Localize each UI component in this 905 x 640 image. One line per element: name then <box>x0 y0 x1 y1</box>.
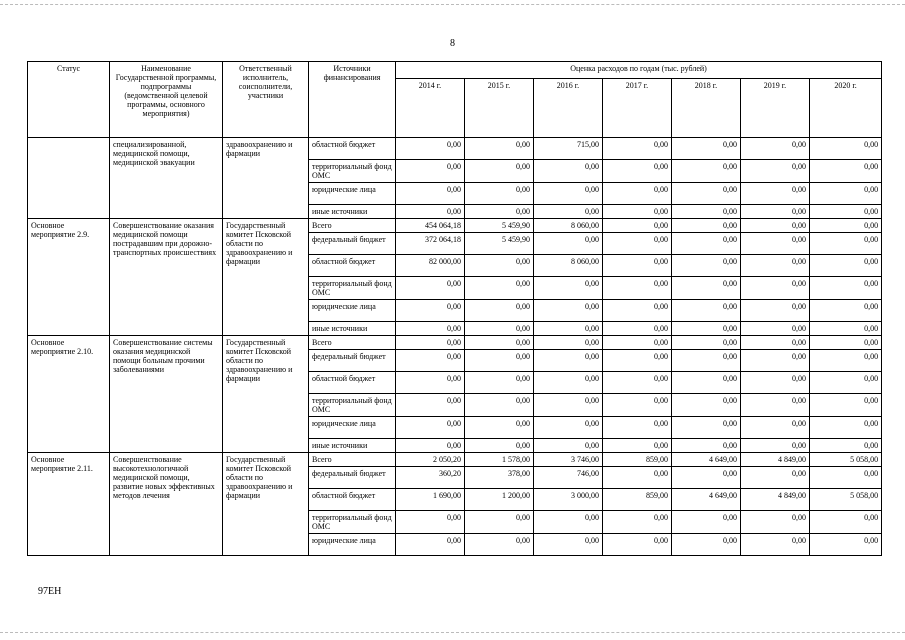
amount-cell: 0,00 <box>465 394 534 417</box>
funding-source-cell: территориальный фонд ОМС <box>309 160 396 183</box>
amount-cell: 0,00 <box>603 160 672 183</box>
amount-cell: 0,00 <box>672 372 741 394</box>
amount-cell: 360,20 <box>396 467 465 489</box>
table-header <box>28 62 882 138</box>
amount-cell: 0,00 <box>672 350 741 372</box>
amount-cell: 0,00 <box>534 511 603 534</box>
amount-cell: 0,00 <box>672 160 741 183</box>
responsible-cell: Государственный комитет Псковской области по здравоохранению и фармации <box>223 453 309 556</box>
funding-source-cell: территориальный фонд ОМС <box>309 394 396 417</box>
amount-cell: 0,00 <box>810 394 882 417</box>
program-name-cell: специализированной, медицинской помощи, медицинской эвакуации <box>110 138 223 219</box>
amount-cell: 0,00 <box>810 439 882 453</box>
page-number: 8 <box>450 38 455 49</box>
amount-cell: 0,00 <box>465 183 534 205</box>
amount-cell: 0,00 <box>810 138 882 160</box>
funding-source-cell: Всего <box>309 336 396 350</box>
header-estimate: Оценка расходов по годам (тыс. рублей) <box>396 62 882 79</box>
amount-cell: 0,00 <box>396 372 465 394</box>
top-scan-edge <box>0 4 905 5</box>
amount-cell: 0,00 <box>672 417 741 439</box>
amount-cell: 0,00 <box>810 255 882 277</box>
amount-cell: 4 649,00 <box>672 489 741 511</box>
amount-cell: 0,00 <box>534 205 603 219</box>
amount-cell: 0,00 <box>672 138 741 160</box>
amount-cell: 0,00 <box>810 511 882 534</box>
amount-cell: 0,00 <box>534 534 603 556</box>
status-cell: Основное мероприятие 2.9. <box>28 219 110 336</box>
amount-cell: 5 058,00 <box>810 489 882 511</box>
amount-cell: 0,00 <box>810 350 882 372</box>
amount-cell: 0,00 <box>396 336 465 350</box>
amount-cell: 0,00 <box>741 534 810 556</box>
amount-cell: 0,00 <box>741 511 810 534</box>
funding-source-cell: федеральный бюджет <box>309 350 396 372</box>
amount-cell: 0,00 <box>741 439 810 453</box>
amount-cell: 0,00 <box>396 160 465 183</box>
amount-cell: 0,00 <box>396 439 465 453</box>
bottom-scan-edge <box>0 632 905 633</box>
amount-cell: 0,00 <box>672 205 741 219</box>
amount-cell: 0,00 <box>672 322 741 336</box>
table-body <box>28 138 882 556</box>
funding-source-cell: иные источники <box>309 439 396 453</box>
amount-cell: 0,00 <box>534 372 603 394</box>
amount-cell: 3 000,00 <box>534 489 603 511</box>
amount-cell: 0,00 <box>465 534 534 556</box>
program-name-cell: Совершенствование системы оказания медицинской помощи больным прочими заболеваниями <box>110 336 223 453</box>
amount-cell: 1 578,00 <box>465 453 534 467</box>
amount-cell: 0,00 <box>603 511 672 534</box>
amount-cell: 0,00 <box>603 350 672 372</box>
amount-cell: 0,00 <box>396 394 465 417</box>
amount-cell: 0,00 <box>810 322 882 336</box>
funding-source-cell: федеральный бюджет <box>309 467 396 489</box>
amount-cell: 0,00 <box>396 350 465 372</box>
amount-cell: 0,00 <box>672 183 741 205</box>
amount-cell: 0,00 <box>810 277 882 300</box>
amount-cell: 0,00 <box>603 183 672 205</box>
amount-cell: 0,00 <box>465 511 534 534</box>
responsible-cell: здравоохранению и фармации <box>223 138 309 219</box>
status-cell <box>28 138 110 219</box>
amount-cell: 0,00 <box>810 372 882 394</box>
amount-cell: 0,00 <box>672 336 741 350</box>
table-row <box>28 219 882 233</box>
amount-cell: 82 000,00 <box>396 255 465 277</box>
amount-cell: 4 849,00 <box>741 489 810 511</box>
funding-source-cell: территориальный фонд ОМС <box>309 511 396 534</box>
amount-cell: 0,00 <box>672 219 741 233</box>
amount-cell: 0,00 <box>741 233 810 255</box>
amount-cell: 0,00 <box>672 255 741 277</box>
amount-cell: 0,00 <box>396 511 465 534</box>
footer-code: 97ЕН <box>38 586 62 597</box>
amount-cell: 0,00 <box>396 205 465 219</box>
amount-cell: 0,00 <box>534 350 603 372</box>
amount-cell: 0,00 <box>465 138 534 160</box>
amount-cell: 0,00 <box>810 467 882 489</box>
amount-cell: 0,00 <box>810 183 882 205</box>
amount-cell: 0,00 <box>534 277 603 300</box>
amount-cell: 0,00 <box>741 205 810 219</box>
funding-source-cell: областной бюджет <box>309 489 396 511</box>
amount-cell: 0,00 <box>396 300 465 322</box>
amount-cell: 0,00 <box>534 183 603 205</box>
amount-cell: 0,00 <box>672 534 741 556</box>
amount-cell: 372 064,18 <box>396 233 465 255</box>
amount-cell: 0,00 <box>741 394 810 417</box>
amount-cell: 859,00 <box>603 489 672 511</box>
amount-cell: 5 058,00 <box>810 453 882 467</box>
amount-cell: 0,00 <box>534 336 603 350</box>
responsible-cell: Государственный комитет Псковской области по здравоохранению и фармации <box>223 336 309 453</box>
amount-cell: 0,00 <box>465 417 534 439</box>
amount-cell: 0,00 <box>672 467 741 489</box>
amount-cell: 454 064,18 <box>396 219 465 233</box>
funding-source-cell: федеральный бюджет <box>309 233 396 255</box>
amount-cell: 0,00 <box>741 322 810 336</box>
amount-cell: 8 060,00 <box>534 219 603 233</box>
amount-cell: 0,00 <box>741 336 810 350</box>
header-year: 2020 г. <box>810 79 882 138</box>
amount-cell: 0,00 <box>603 205 672 219</box>
funding-source-cell: юридические лица <box>309 183 396 205</box>
amount-cell: 0,00 <box>396 322 465 336</box>
funding-source-cell: областной бюджет <box>309 255 396 277</box>
funding-source-cell: территориальный фонд ОМС <box>309 277 396 300</box>
amount-cell: 0,00 <box>396 183 465 205</box>
status-cell: Основное мероприятие 2.11. <box>28 453 110 556</box>
amount-cell: 0,00 <box>741 138 810 160</box>
status-cell: Основное мероприятие 2.10. <box>28 336 110 453</box>
amount-cell: 0,00 <box>810 160 882 183</box>
amount-cell: 0,00 <box>396 534 465 556</box>
amount-cell: 0,00 <box>672 511 741 534</box>
amount-cell: 859,00 <box>603 453 672 467</box>
amount-cell: 0,00 <box>741 255 810 277</box>
header-year: 2014 г. <box>396 79 465 138</box>
amount-cell: 0,00 <box>534 417 603 439</box>
amount-cell: 0,00 <box>741 417 810 439</box>
amount-cell: 5 459,90 <box>465 219 534 233</box>
amount-cell: 0,00 <box>741 160 810 183</box>
amount-cell: 0,00 <box>534 233 603 255</box>
amount-cell: 0,00 <box>810 336 882 350</box>
amount-cell: 0,00 <box>396 277 465 300</box>
amount-cell: 0,00 <box>603 394 672 417</box>
funding-source-cell: юридические лица <box>309 534 396 556</box>
amount-cell: 0,00 <box>465 300 534 322</box>
amount-cell: 0,00 <box>603 534 672 556</box>
amount-cell: 0,00 <box>741 467 810 489</box>
amount-cell: 0,00 <box>465 160 534 183</box>
funding-source-cell: иные источники <box>309 205 396 219</box>
amount-cell: 0,00 <box>603 300 672 322</box>
amount-cell: 0,00 <box>534 322 603 336</box>
amount-cell: 0,00 <box>672 233 741 255</box>
amount-cell: 0,00 <box>741 372 810 394</box>
funding-source-cell: юридические лица <box>309 300 396 322</box>
amount-cell: 4 649,00 <box>672 453 741 467</box>
funding-source-cell: областной бюджет <box>309 138 396 160</box>
table-row <box>28 336 882 350</box>
amount-cell: 0,00 <box>603 467 672 489</box>
budget-table <box>27 61 882 556</box>
amount-cell: 715,00 <box>534 138 603 160</box>
amount-cell: 0,00 <box>603 417 672 439</box>
table-row <box>28 138 882 160</box>
funding-source-cell: областной бюджет <box>309 372 396 394</box>
amount-cell: 0,00 <box>810 205 882 219</box>
amount-cell: 0,00 <box>672 439 741 453</box>
amount-cell: 0,00 <box>465 439 534 453</box>
responsible-cell: Государственный комитет Псковской области по здравоохранению и фармации <box>223 219 309 336</box>
amount-cell: 0,00 <box>672 277 741 300</box>
header-year: 2017 г. <box>603 79 672 138</box>
amount-cell: 0,00 <box>534 300 603 322</box>
table-row <box>28 453 882 467</box>
amount-cell: 0,00 <box>741 219 810 233</box>
amount-cell: 0,00 <box>810 233 882 255</box>
amount-cell: 0,00 <box>603 322 672 336</box>
amount-cell: 0,00 <box>603 138 672 160</box>
amount-cell: 0,00 <box>741 183 810 205</box>
program-name-cell: Совершенствование высокотехнологичной медицинской помощи, развитие новых эффективных методов лечения <box>110 453 223 556</box>
header-year: 2016 г. <box>534 79 603 138</box>
amount-cell: 0,00 <box>396 138 465 160</box>
header-name: Наименование Государственной программы, подпрограммы (ведомственной целевой программы, основного мероприятия) <box>110 62 223 138</box>
amount-cell: 1 690,00 <box>396 489 465 511</box>
amount-cell: 0,00 <box>603 277 672 300</box>
amount-cell: 0,00 <box>810 219 882 233</box>
amount-cell: 0,00 <box>534 394 603 417</box>
amount-cell: 0,00 <box>603 372 672 394</box>
amount-cell: 3 746,00 <box>534 453 603 467</box>
amount-cell: 0,00 <box>534 160 603 183</box>
amount-cell: 0,00 <box>534 439 603 453</box>
amount-cell: 0,00 <box>810 300 882 322</box>
amount-cell: 0,00 <box>603 219 672 233</box>
amount-cell: 0,00 <box>465 277 534 300</box>
amount-cell: 0,00 <box>465 255 534 277</box>
header-sources: Источники финансирования <box>309 62 396 138</box>
amount-cell: 0,00 <box>396 417 465 439</box>
amount-cell: 746,00 <box>534 467 603 489</box>
amount-cell: 0,00 <box>741 350 810 372</box>
amount-cell: 0,00 <box>810 534 882 556</box>
amount-cell: 4 849,00 <box>741 453 810 467</box>
amount-cell: 0,00 <box>603 336 672 350</box>
funding-source-cell: Всего <box>309 219 396 233</box>
amount-cell: 0,00 <box>465 336 534 350</box>
amount-cell: 378,00 <box>465 467 534 489</box>
amount-cell: 0,00 <box>603 233 672 255</box>
amount-cell: 0,00 <box>672 394 741 417</box>
amount-cell: 0,00 <box>465 372 534 394</box>
funding-source-cell: иные источники <box>309 322 396 336</box>
amount-cell: 0,00 <box>741 277 810 300</box>
header-year: 2019 г. <box>741 79 810 138</box>
header-year: 2015 г. <box>465 79 534 138</box>
funding-source-cell: Всего <box>309 453 396 467</box>
funding-source-cell: юридические лица <box>309 417 396 439</box>
amount-cell: 0,00 <box>465 205 534 219</box>
amount-cell: 8 060,00 <box>534 255 603 277</box>
amount-cell: 0,00 <box>672 300 741 322</box>
amount-cell: 0,00 <box>603 255 672 277</box>
amount-cell: 2 050,20 <box>396 453 465 467</box>
amount-cell: 0,00 <box>465 350 534 372</box>
amount-cell: 0,00 <box>603 439 672 453</box>
program-name-cell: Совершенствование оказания медицинской помощи пострадавшим при дорожно-транспортных происшествиях <box>110 219 223 336</box>
header-responsible: Ответственный исполнитель, соисполнители, участники <box>223 62 309 138</box>
amount-cell: 1 200,00 <box>465 489 534 511</box>
header-year: 2018 г. <box>672 79 741 138</box>
amount-cell: 5 459,90 <box>465 233 534 255</box>
amount-cell: 0,00 <box>810 417 882 439</box>
amount-cell: 0,00 <box>741 300 810 322</box>
header-status: Статус <box>28 62 110 138</box>
amount-cell: 0,00 <box>465 322 534 336</box>
